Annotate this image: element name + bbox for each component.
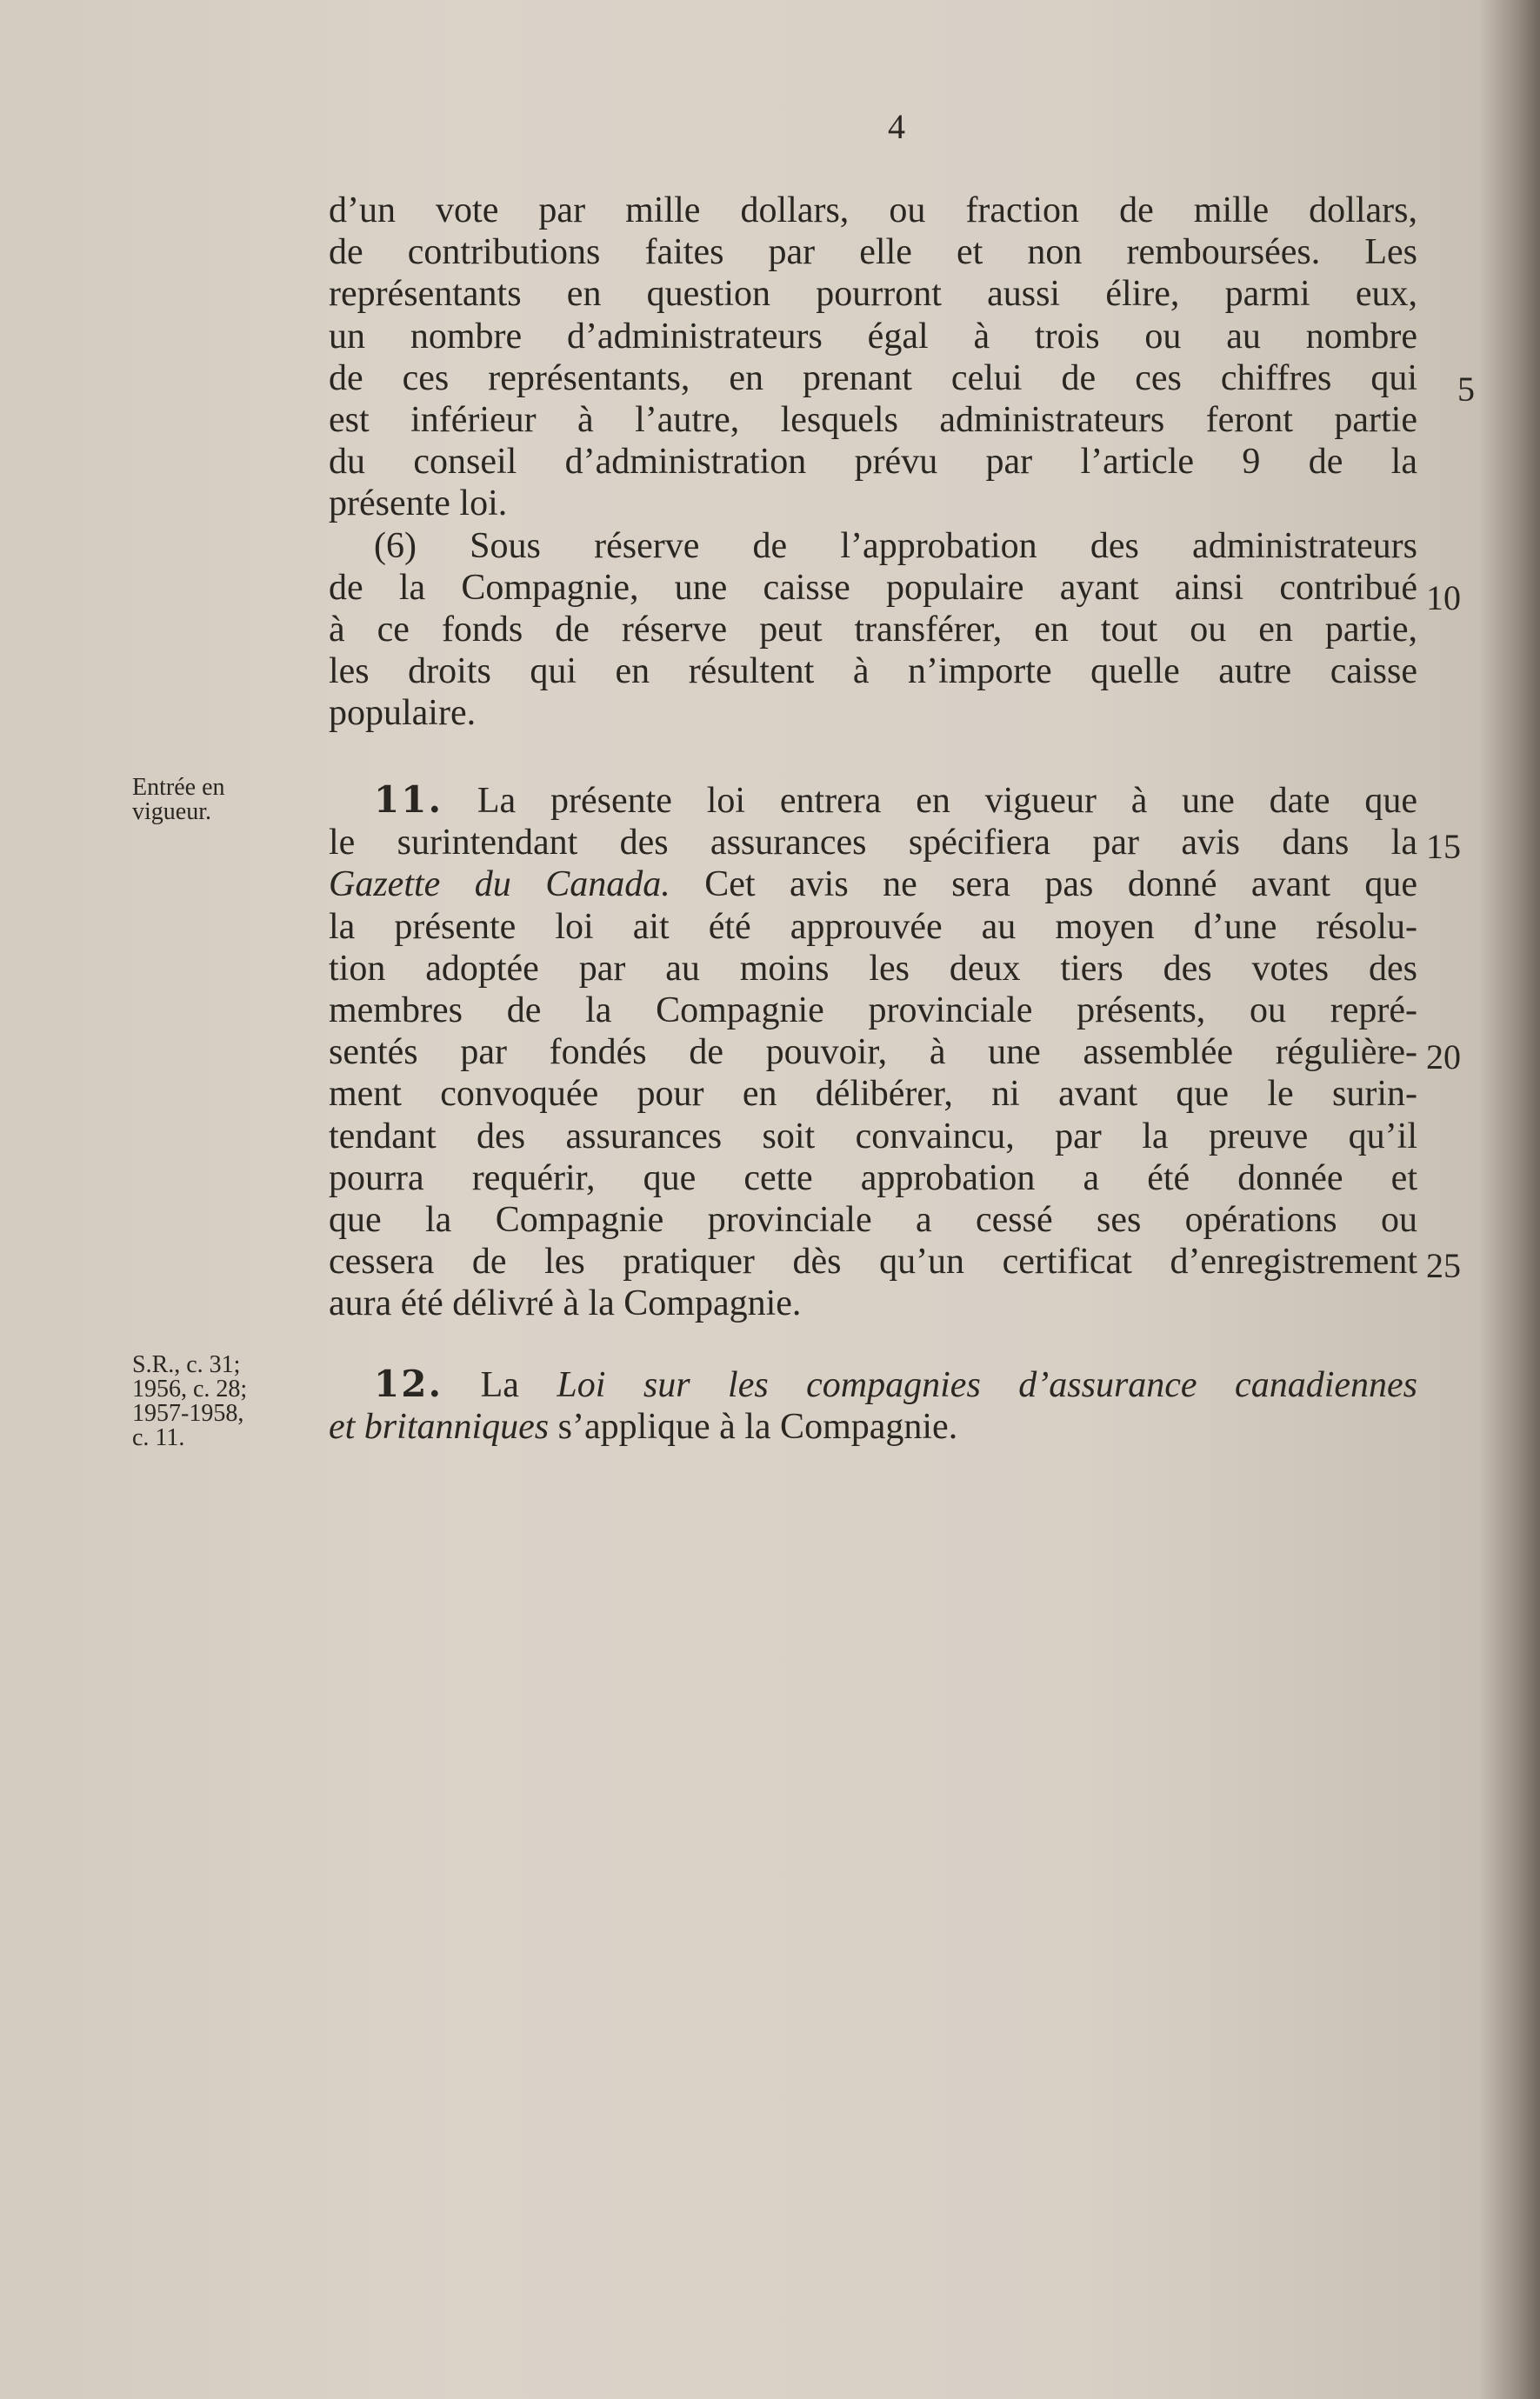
text-line: d’un vote par mille dollars, ou fraction de mille dollars,	[329, 190, 1417, 230]
text-line: est inférieur à l’autre, lesquels administrateurs feront partie	[329, 400, 1417, 441]
line-number: 5	[1457, 370, 1475, 409]
margin-note-line: Entrée en	[132, 774, 225, 801]
text-line: (6) Sous réserve de l’approbation des administrateurs	[374, 525, 1417, 566]
text-line: le surintendant des assurances spécifiera par avis dans la	[329, 823, 1417, 863]
section-number: 12.	[374, 1363, 443, 1405]
section-11	[329, 779, 1417, 1325]
margin-note-line: 1956, c. 28;	[132, 1376, 248, 1403]
text-line	[329, 779, 1417, 822]
text-line: tion adoptée par au moins les deux tiers des votes des	[329, 948, 1417, 989]
line-number: 10	[1426, 578, 1461, 617]
margin-note-section-11	[132, 776, 289, 824]
text-line: cessera de les pratiquer dès qu’un certificat d’enregistrement	[329, 1242, 1417, 1283]
paragraph-continuation	[329, 190, 1417, 735]
text-line	[329, 1363, 1417, 1406]
text-fragment: La	[480, 1365, 557, 1405]
margin-note-line: c. 11.	[132, 1424, 185, 1451]
text-line: que la Compagnie provinciale a cessé ses opérations ou	[329, 1200, 1417, 1241]
text-line: de contributions faites par elle et non remboursées. Les	[329, 232, 1417, 273]
line-number: 15	[1426, 827, 1461, 866]
text-line: présente loi.	[329, 483, 508, 524]
margin-note-line: S.R., c. 31;	[132, 1351, 241, 1378]
text-line: les droits qui en résultent à n’importe quelle autre caisse	[329, 651, 1417, 692]
text-line	[329, 1406, 1417, 1448]
text-line: à ce fonds de réserve peut transférer, en tout ou en partie,	[329, 610, 1417, 650]
text-line: un nombre d’administrateurs égal à trois ou au nombre	[329, 316, 1417, 357]
margin-note-section-12	[132, 1353, 289, 1450]
text-fragment: s’applique à la Compagnie.	[549, 1407, 958, 1448]
text-line: la présente loi ait été approuvée au moyen d’une résolu-	[329, 906, 1417, 947]
page-number: 4	[888, 107, 905, 146]
text-line: tendant des assurances soit convaincu, par la preuve qu’il	[329, 1116, 1417, 1156]
margin-note-line: vigueur.	[132, 798, 211, 825]
text-fragment: Cet avis ne sera pas donné avant que	[670, 864, 1417, 905]
text-line: de la Compagnie, une caisse populaire ayant ainsi contribué	[329, 567, 1417, 608]
text-fragment: La présente loi entrera en vigueur à une date que	[477, 781, 1417, 821]
line-number: 20	[1426, 1037, 1461, 1076]
publication-title: Gazette du Canada.	[329, 864, 670, 905]
text-line: sentés par fondés de pouvoir, à une assemblée régulière-	[329, 1032, 1417, 1073]
section-number: 11.	[374, 778, 443, 821]
statute-title: Loi sur les compagnies d’assurance canadiennes	[557, 1365, 1417, 1405]
text-line: membres de la Compagnie provinciale présents, ou repré-	[329, 990, 1417, 1031]
section-12	[329, 1363, 1417, 1448]
text-line: de ces représentants, en prenant celui de ces chiffres qui	[329, 357, 1417, 398]
text-line	[329, 863, 1417, 905]
text-line: populaire.	[329, 693, 477, 734]
margin-note-line: 1957-1958,	[132, 1400, 244, 1427]
line-number: 25	[1426, 1246, 1461, 1285]
text-line: pourra requérir, que cette approbation a été donnée et	[329, 1157, 1417, 1198]
text-line: ment convoquée pour en délibérer, ni avant que le surin-	[329, 1074, 1417, 1115]
text-line: du conseil d’administration prévu par l’article 9 de la	[329, 442, 1417, 483]
text-line: représentants en question pourront aussi élire, parmi eux,	[329, 274, 1417, 315]
text-line: aura été délivré à la Compagnie.	[329, 1283, 802, 1324]
statute-title: et britanniques	[329, 1407, 550, 1448]
